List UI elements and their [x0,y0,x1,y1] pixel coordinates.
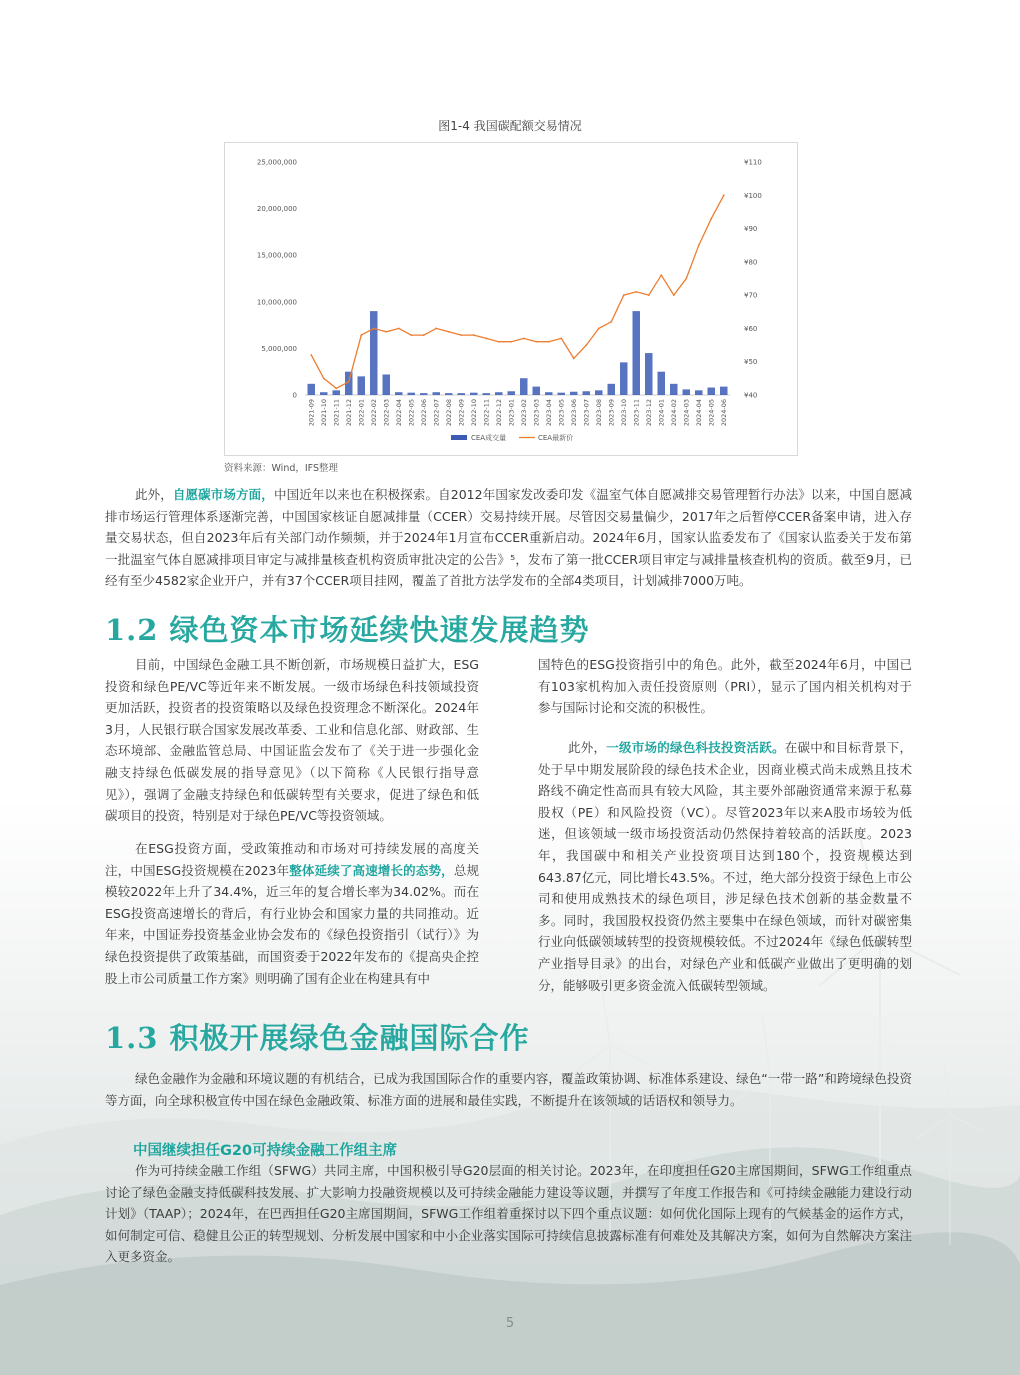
x-tick-label: 2023-02 [519,399,528,427]
price-point [673,294,675,296]
legend-swatch-volume [451,435,467,440]
price-point [448,331,450,333]
volume-bar [408,393,416,395]
y-right-tick-label: ¥60 [744,324,758,333]
y-left-tick-label: 5,000,000 [261,344,297,353]
volume-bar [558,393,566,395]
price-point [385,331,387,333]
x-tick-label: 2022-11 [482,399,491,427]
section-1-2-left-paragraph-1: 目前，中国绿色金融工具不断创新，市场规模日益扩大，ESG投资和绿色PE/VC等近年来不断发展。一级市场绿色科技领域投资更加活跃，投资者的投资策略以及绿色投资理念不断深化。2024年3月，人民银行联合国家发展改革委、工业和信息化部、财政部、生态环境部、金融监管总局、中国证监会发布了《关于进一步强化金融支持绿色低碳发展的指导意见》（以下简称《人民银行指导意见》），强调了金融支持绿色和低碳转型有关要求，促进了绿色和低碳项目的投资，特别是对于绿色PE/VC等投资领域。 [105,657,479,824]
volume-bar [608,384,616,395]
price-point [698,244,700,246]
legend-label-price: CEA最新价 [538,434,574,442]
g20-subheading: 中国继续担任G20可持续金融工作组主席 [133,1143,398,1159]
price-point [598,328,600,330]
price-point [573,357,575,359]
chart-canvas [225,143,797,455]
volume-bar [533,387,541,395]
section-1-2-right-paragraph-1: 国特色的ESG投资指引中的角色。此外，截至2024年6月，中国已有103家机构加入责任投资原则（PRI），显示了国内相关机构对于参与国际讨论和交流的积极性。 [538,657,912,716]
price-point [398,328,400,330]
x-tick-label: 2023-04 [544,399,553,427]
section-title-1-2: 1.2 绿色资本市场延续快速发展趋势 [105,613,590,647]
volume-bar [370,311,378,395]
volume-bar [658,372,666,395]
price-point [473,334,475,336]
volume-bar [595,390,603,395]
price-point [498,341,500,343]
y-left-tick-label: 15,000,000 [256,251,297,260]
volume-bar [495,392,503,395]
figure-caption: 图1-4 我国碳配额交易情况 [438,119,582,133]
highlight-text: 一级市场的绿色科技投资活跃。 [606,740,785,755]
price-point [460,334,462,336]
page-number: 5 [505,1316,515,1331]
x-tick-label: 2024-05 [707,399,716,427]
x-tick-label: 2023-07 [582,399,591,427]
x-tick-label: 2023-09 [607,399,616,427]
price-point [360,334,362,336]
volume-bar [358,376,366,395]
g20-paragraph: 作为可持续金融工作组（SFWG）共同主席，中国积极引导G20层面的相关讨论。2023年，在印度担任G20主席国期间，SFWG工作组重点讨论了绿色金融支持低碳科技发展、扩大影响力投融资规模以及可持续金融能力建设等议题，并撰写了年度工作报告和《可持续金融能力建设行动计划》（TAAP）；2024年，在巴西担任G20主席国期间，SFWG工作组着重探讨以下四个重点议题：如何优化国际上现有的气候基金的运作方式，如何制定可信、稳健且公正的转型规划、分析发展中国家和中小企业落实国际可持续信息披露标准有何难处及其解决方案，如何为自然解决方案注入更多资金。 [105,1163,912,1265]
volume-bar [570,392,578,395]
volume-bar [695,390,703,395]
x-tick-label: 2024-01 [657,399,666,427]
x-tick-label: 2022-01 [357,399,366,427]
section-1-3-paragraph: 绿色金融作为金融和环境议题的有机结合，已成为我国国际合作的重要内容，覆盖政策协调、标准体系建设、绿色“一带一路”和跨境绿色投资等方面，向全球积极宣传中国在绿色金融政策、标准方面的进展和最佳实践，不断提升在该领域的话语权和领导力。 [105,1071,912,1108]
price-point [685,278,687,280]
volume-bar [433,392,441,395]
y-right-tick-label: ¥80 [744,258,758,267]
x-tick-label: 2023-08 [594,399,603,427]
volume-bar [520,378,528,395]
x-tick-label: 2024-06 [719,399,728,427]
x-tick-label: 2022-05 [407,399,416,427]
volume-bar [708,388,716,395]
volume-bar [333,390,341,395]
y-right-tick-label: ¥110 [744,158,762,167]
section-1-2-left-paragraph-2 [105,838,479,989]
text-run: 在ESG投资方面，受政策推动和市场对可持续发展的高度关注，中国ESG投资规模在2023年 [105,841,479,878]
text-run: 中国近年以来也在积极探索。自2012年国家发改委印发《温室气体自愿减排交易管理暂行办法》以来，中国自愿减排市场运行管理体系逐渐完善，中国国家核证自愿减排量（CCER）交易持续开展。尽管因交易量偏少，2017年之后暂停CCER备案申请，进入存量交易状态，但自2023年后有关部门动作频频，并于2024年1月宣布CCER重新启动。2024年6月，国家认监委发布了《国家认监委关于发布第一批温室气体自愿减排项目审定与减排量核查机构资质审批决定的公告》⁵，发布了第一批CCER项目审定与减排量核查机构的资质。截至9月，已经有至少4582家企业开户，并有37个CCER项目挂网，覆盖了首批方法学发布的全部4类项目，计划减排7000万吨。 [105,487,912,589]
volume-bar [308,384,316,395]
price-point [435,328,437,330]
text-run: 总规模较2022年上升了34.4%，近三年的复合增长率为34.02%。而在ESG投资高速增长的背后，有行业协会和国家力量的共同推动。近年来，中国证券投资基金业协会发布的《绿色投资指引（试行）》为绿色投资提供了政策基础，而国资委于2022年发布的《提高央企控股上市公司质量工作方案》则明确了国有企业在构建具有中 [105,862,479,986]
x-tick-label: 2023-06 [569,399,578,427]
volume-bar [483,393,491,395]
volume-bar [458,393,466,395]
price-point [423,334,425,336]
x-tick-label: 2022-02 [369,399,378,427]
volume-bar [633,311,641,395]
x-tick-label: 2023-01 [507,399,516,427]
y-left-tick-label: 25,000,000 [256,158,297,167]
volume-bar [545,392,553,395]
section-1-2-right-paragraph-2 [538,737,912,996]
text-run: 此外， [568,740,607,755]
price-point [610,321,612,323]
x-tick-label: 2022-04 [394,399,403,427]
x-tick-label: 2023-11 [632,399,641,427]
y-right-tick-label: ¥40 [744,391,758,400]
price-point [485,338,487,340]
highlight-text: 整体延续了高速增长的态势， [289,862,454,878]
price-point [335,387,337,389]
y-left-tick-label: 20,000,000 [256,205,297,214]
x-tick-label: 2024-04 [694,399,703,427]
x-tick-label: 2022-08 [444,399,453,427]
highlight-text: 自愿碳市场方面， [172,487,274,502]
y-left-tick-label: 10,000,000 [256,298,297,307]
volume-bar [420,393,428,395]
price-point [373,328,375,330]
text-run: 此外， [135,487,173,502]
x-tick-label: 2022-10 [469,399,478,427]
price-point [585,344,587,346]
price-point [710,218,712,220]
price-point [510,341,512,343]
x-tick-label: 2022-07 [432,399,441,427]
x-tick-label: 2021-11 [332,399,341,427]
intro-paragraph [105,484,912,592]
x-tick-label: 2022-09 [457,399,466,427]
y-right-tick-label: ¥70 [744,291,758,300]
price-point [410,334,412,336]
volume-bar [395,392,403,395]
x-tick-label: 2024-02 [669,399,678,427]
legend-label-volume: CEA成交量 [471,434,507,442]
volume-bar [620,362,628,395]
price-point [310,354,312,356]
text-run: 在碳中和目标背景下，处于早中期发展阶段的绿色技术企业，因商业模式尚未成熟且技术路线不确定性高而具有较大风险，其主要外部融资通常来源于私募股权（PE）和风险投资（VC）。尽管2023年以来A股市场较为低迷，但该领域一级市场投资活动仍然保持着较高的活跃度。2023年，我国碳中和相关产业投资项目达到180个，投资规模达到643.87亿元，同比增长43.5%。不过，绝大部分投资于绿色上市公司和使用成熟技术的绿色项目，涉足绿色技术创新的基金数量不多。同时，我国股权投资仍然主要集中在绿色领域，而针对碳密集行业向低碳领域转型的投资规模较低。不过2024年《绿色低碳转型产业指导目录》的出台，对绿色产业和低碳产业做出了更明确的划分，能够吸引更多资金流入低碳转型领域。 [538,740,912,993]
price-point [535,341,537,343]
volume-bar [470,393,478,395]
price-point [660,274,662,276]
x-tick-label: 2023-05 [557,399,566,427]
x-tick-label: 2022-03 [382,399,391,427]
price-point [548,341,550,343]
x-tick-label: 2021-09 [307,399,316,427]
price-point [648,294,650,296]
price-point [523,338,525,340]
y-left-tick-label: 0 [292,391,297,400]
y-right-tick-label: ¥90 [744,225,758,234]
price-point [623,294,625,296]
section-title-1-3: 1.3 积极开展绿色金融国际合作 [105,1021,530,1055]
volume-bar [720,387,728,395]
volume-bar [445,393,453,395]
y-right-tick-label: ¥100 [744,191,762,200]
x-tick-label: 2023-10 [619,399,628,427]
volume-bar [670,384,678,395]
x-tick-label: 2023-03 [532,399,541,427]
x-tick-label: 2021-12 [344,399,353,427]
x-tick-label: 2023-12 [644,399,653,427]
price-point [635,291,637,293]
y-right-tick-label: ¥50 [744,358,758,367]
x-tick-label: 2022-12 [494,399,503,427]
x-tick-label: 2021-10 [319,399,328,427]
price-point [723,194,725,196]
volume-bar [508,391,516,395]
volume-bar [320,392,328,395]
volume-bar [583,391,591,395]
volume-bar [683,389,691,395]
volume-bar [645,353,653,395]
volume-bar [383,374,391,395]
price-point [560,338,562,340]
price-point [323,377,325,379]
price-point [348,381,350,383]
x-tick-label: 2024-03 [682,399,691,427]
x-tick-label: 2022-06 [419,399,428,427]
carbon-quota-chart [224,142,798,456]
figure-source: 资料来源：Wind，IFS整理 [224,463,339,474]
